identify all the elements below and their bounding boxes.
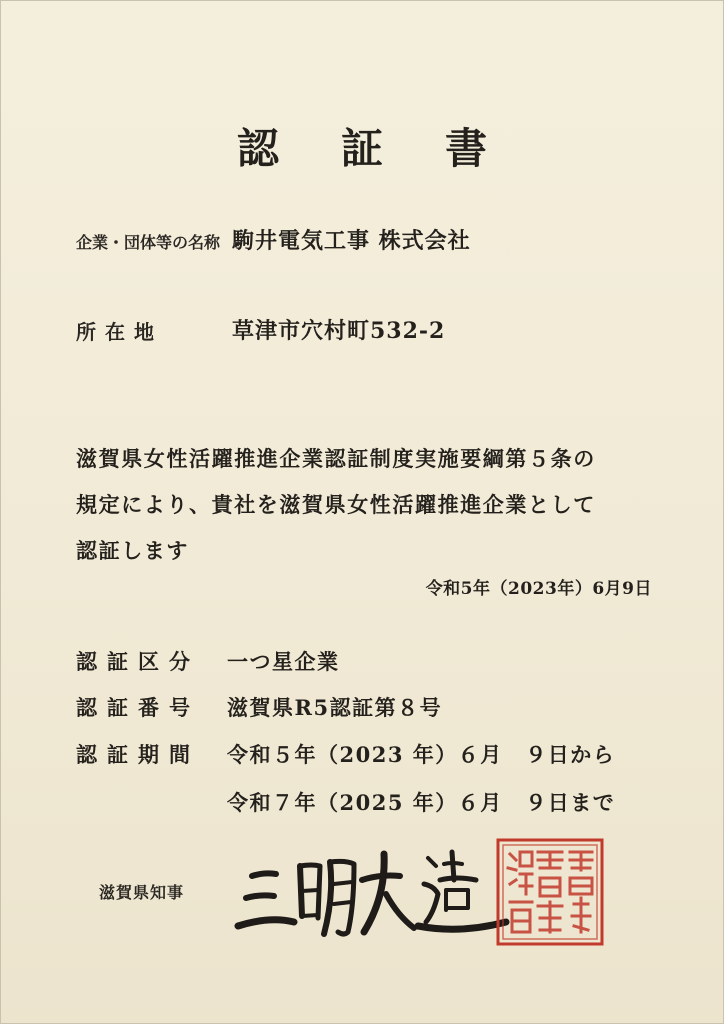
statement-line-1: 滋賀県女性活躍推進企業認証制度実施要綱第５条の: [76, 446, 596, 471]
company-row: [76, 230, 220, 253]
statement-line-2: 規定により、貴社を滋賀県女性活躍推進企業として: [76, 492, 596, 517]
category-label: 認証区分: [76, 649, 200, 674]
issuer-title: 滋賀県知事: [99, 883, 185, 902]
issue-date: 令和5年（2023年）6月9日: [425, 579, 652, 599]
company-name-wrap: [232, 224, 471, 255]
address-value: 草津市穴村町532-2: [232, 318, 446, 344]
number-label: 認証番号: [76, 695, 200, 720]
category-value: 一つ星企業: [227, 649, 340, 674]
certificate-title: 認証書: [236, 124, 549, 173]
statement-line-3: 認証します: [76, 538, 189, 563]
address-row: [76, 316, 163, 345]
period-label: 認証期間: [76, 742, 200, 767]
address-label: 所在地: [76, 320, 163, 344]
period-from: 令和５年（2023 年）６月 ９日から: [227, 742, 616, 767]
governor-signature: [230, 836, 510, 946]
certification-statement: [76, 436, 666, 574]
number-value: 滋賀県R5認証第８号: [227, 695, 443, 720]
period-to: 令和７年（2025 年）６月 ９日まで: [227, 790, 616, 815]
company-label: 企業・団体等の名称: [76, 233, 221, 252]
official-seal-icon: [494, 836, 606, 948]
company-name: 駒井電気工事 株式会社: [232, 228, 471, 254]
address-value-wrap: [232, 314, 445, 345]
